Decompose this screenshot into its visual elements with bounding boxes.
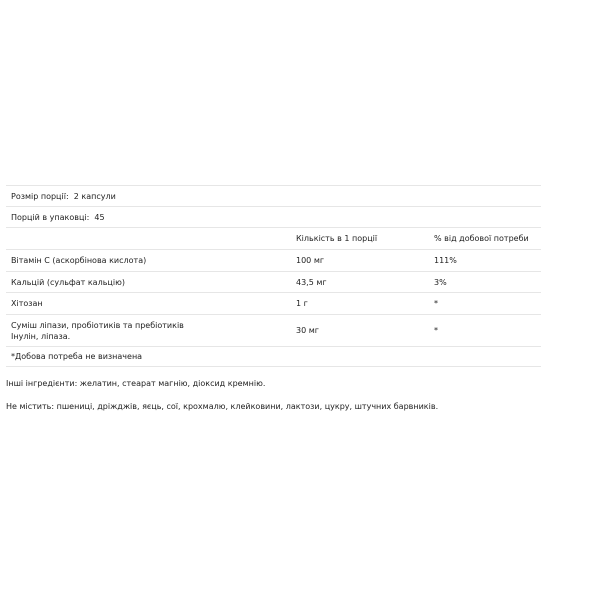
nutrient-name-line2: Інулін, ліпаза. bbox=[11, 332, 71, 341]
serving-size-label: Розмір порції: bbox=[11, 192, 69, 201]
nutrient-name: Хітозан bbox=[11, 299, 43, 308]
nutrient-amount: 30 мг bbox=[296, 326, 319, 335]
table-row bbox=[6, 293, 541, 315]
nutrient-dv: 3% bbox=[434, 278, 447, 287]
table-row bbox=[6, 250, 541, 272]
dv-footnote: *Добова потреба не визначена bbox=[11, 352, 143, 361]
table-header-row bbox=[6, 228, 541, 250]
servings-per-pack-value: 45 bbox=[94, 213, 105, 222]
nutrient-name: Вітамін С (аскорбінова кислота) bbox=[11, 256, 147, 265]
table-row bbox=[6, 272, 541, 293]
table-row bbox=[6, 315, 541, 347]
serving-size-row bbox=[6, 185, 541, 207]
footnote-row bbox=[6, 347, 541, 367]
amount-column-header: Кількість в 1 порції bbox=[296, 234, 378, 243]
nutrient-name-line1: Суміш ліпази, пробіотиків та пребіотиків bbox=[11, 321, 184, 330]
servings-per-pack-label: Порцій в упаковці: bbox=[11, 213, 90, 222]
serving-size-value: 2 капсули bbox=[73, 192, 116, 201]
nutrient-amount: 1 г bbox=[296, 299, 308, 308]
nutrient-dv: 111% bbox=[434, 256, 457, 265]
nutrient-name: Кальцій (сульфат кальцію) bbox=[11, 278, 125, 287]
servings-per-pack-row bbox=[6, 207, 541, 228]
nutrient-amount: 43,5 мг bbox=[296, 278, 327, 287]
nutrient-amount: 100 мг bbox=[296, 256, 325, 265]
free-from-statement: Не містить: пшениці, дріжджів, яєць, сої, крохмалю, клейковини, лактози, цукру, штучних барвників. bbox=[6, 402, 439, 411]
nutrient-dv: * bbox=[434, 299, 438, 308]
supplement-facts-panel bbox=[6, 185, 541, 367]
nutrient-dv: * bbox=[434, 326, 438, 335]
dv-column-header: % від добової потреби bbox=[434, 234, 529, 243]
other-ingredients: Інші інгредієнти: желатин, стеарат магнію, діоксид кремнію. bbox=[6, 379, 266, 388]
